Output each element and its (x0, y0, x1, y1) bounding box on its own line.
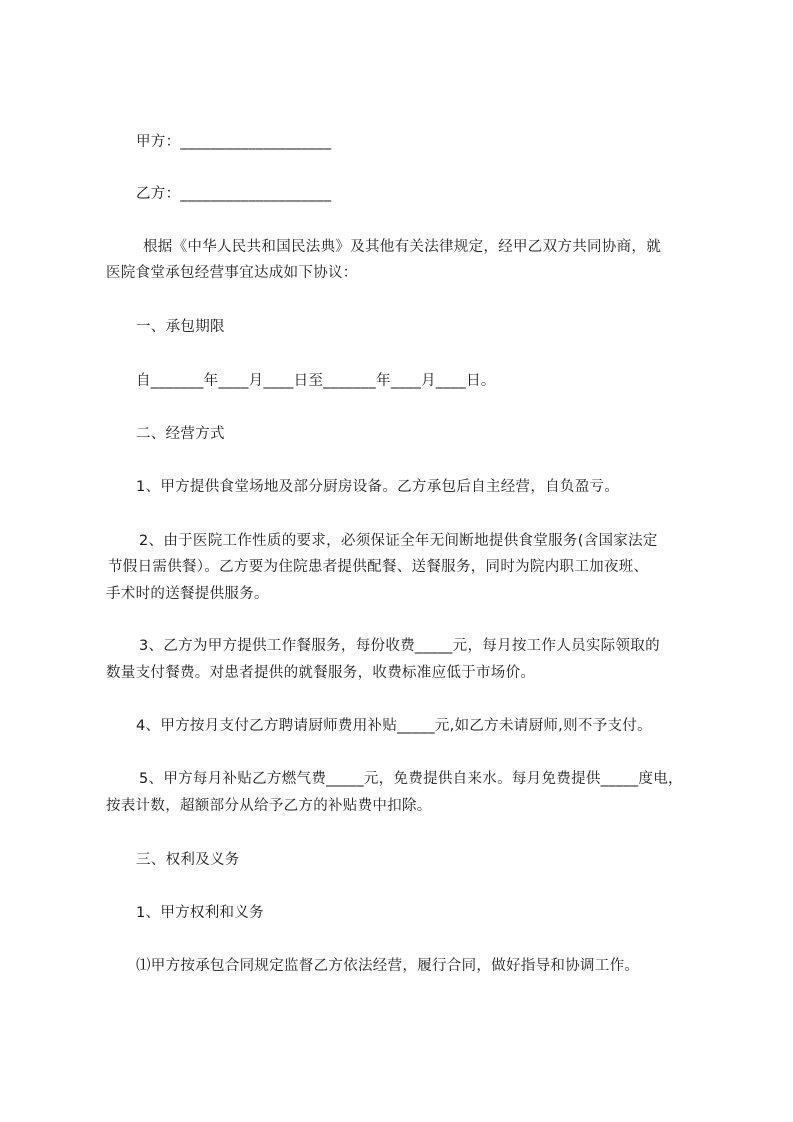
section-3-clause-1: ⑴甲方按承包合同规定监督乙方依法经营，履行合同，做好指导和协调工作。 (136, 958, 640, 974)
section-3-subheading-1: 1、甲方权利和义务 (136, 905, 264, 921)
section-2-item-5-line-2: 按表计数，超额部分从给予乙方的补贴费中扣除。 (106, 798, 432, 814)
section-2-heading: 二、经营方式 (136, 426, 225, 442)
party-a-line: 甲方：____________________ (136, 134, 332, 150)
intro-line-1: 根据《中华人民共和国民法典》及其他有关法律规定，经甲乙双方共同协商，就 (143, 239, 661, 255)
section-1-heading: 一、承包期限 (136, 319, 225, 335)
contract-period-line: 自_______年____月____日至_______年____月____日。 (136, 373, 496, 389)
section-2-item-4: 4、甲方按月支付乙方聘请厨师费用补贴_____元,如乙方未请厨师,则不予支付。 (136, 718, 652, 734)
section-2-item-3-line-2: 数量支付餐费。对患者提供的就餐服务，收费标准应低于市场价。 (106, 665, 536, 681)
section-3-heading: 三、权利及义务 (136, 852, 240, 868)
intro-line-2: 医院食堂承包经营事宜达成如下协议： (106, 265, 358, 281)
party-b-line: 乙方：____________________ (136, 186, 332, 202)
section-2-item-1: 1、甲方提供食堂场地及部分厨房设备。乙方承包后自主经营，自负盈亏。 (136, 479, 620, 495)
section-2-item-2-line-2: 节假日需供餐）。乙方要为住院患者提供配餐、送餐服务，同时为院内职工加夜班、 (108, 559, 649, 575)
section-2-item-2-line-1: 2、由于医院工作性质的要求，必须保证全年无间断地提供食堂服务(含国家法定 (139, 533, 658, 549)
section-2-item-2-line-3: 手术时的送餐提供服务。 (106, 586, 269, 602)
section-2-item-5-line-1: 5、甲方每月补贴乙方燃气费_____元，免费提供自来水。每月免费提供_____度电， (139, 771, 683, 787)
section-2-item-3-line-1: 3、乙方为甲方提供工作餐服务，每份收费_____元，每月按工作人员实际领取的 (139, 638, 660, 654)
